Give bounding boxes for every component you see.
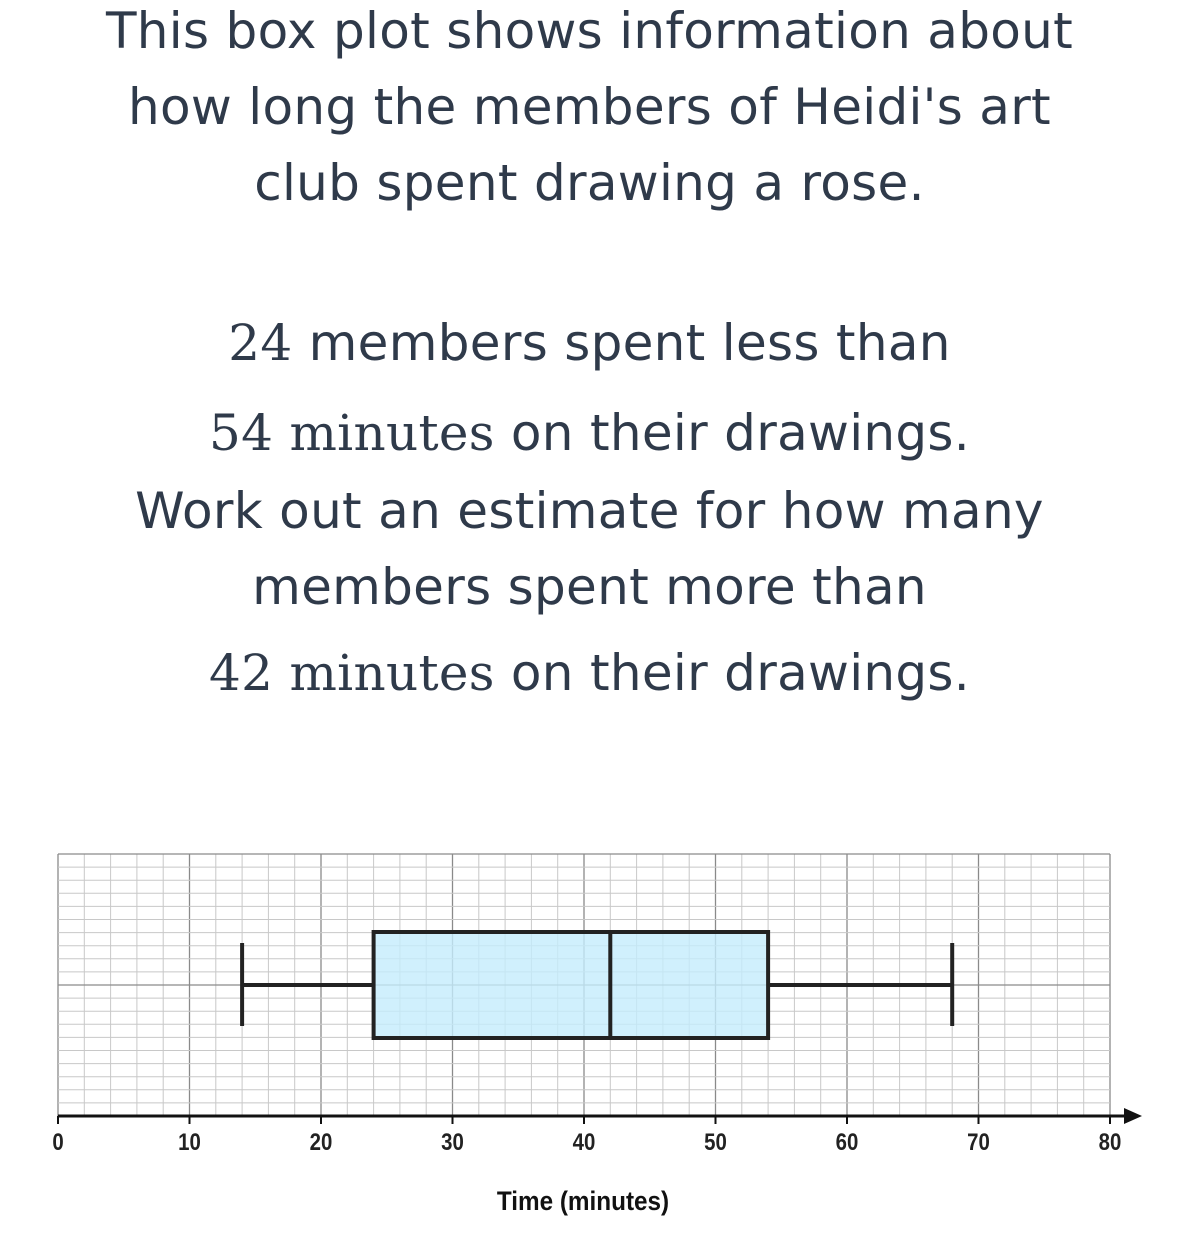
time-54: 54 minutes — [209, 404, 495, 462]
question-line-1: This box plot shows information about — [105, 2, 1074, 60]
question-line-2: how long the members of Heidi's art — [128, 78, 1051, 136]
box-plot-chart — [0, 830, 1179, 1240]
x-axis-arrow-icon — [1124, 1108, 1142, 1124]
time-42: 42 minutes — [209, 644, 495, 702]
iqr-box — [374, 932, 768, 1038]
x-tick-label: 60 — [835, 1128, 859, 1156]
x-tick-label: 10 — [178, 1128, 201, 1156]
member-count: 24 — [228, 314, 293, 372]
question-line-8 — [0, 636, 1179, 711]
x-axis-label: Time (minutes) — [496, 1186, 670, 1217]
question-line-6: Work out an estimate for how many — [135, 482, 1044, 540]
question-line-4 — [0, 306, 1179, 381]
question-line-7: members spent more than — [252, 558, 927, 616]
line4-text: members spent less than — [292, 314, 951, 372]
x-tick-label: 40 — [572, 1128, 596, 1156]
line5-text: on their drawings. — [494, 404, 970, 462]
x-tick-label: 30 — [441, 1128, 464, 1156]
question-line-3: club spent drawing a rose. — [254, 154, 925, 212]
x-tick-label: 50 — [704, 1128, 727, 1156]
question-line-5 — [0, 396, 1179, 471]
x-tick-label: 20 — [309, 1128, 333, 1156]
x-tick-label: 70 — [967, 1128, 990, 1156]
line8-text: on their drawings. — [494, 644, 970, 702]
x-tick-label: 0 — [52, 1128, 64, 1156]
x-tick-label: 80 — [1098, 1128, 1122, 1156]
